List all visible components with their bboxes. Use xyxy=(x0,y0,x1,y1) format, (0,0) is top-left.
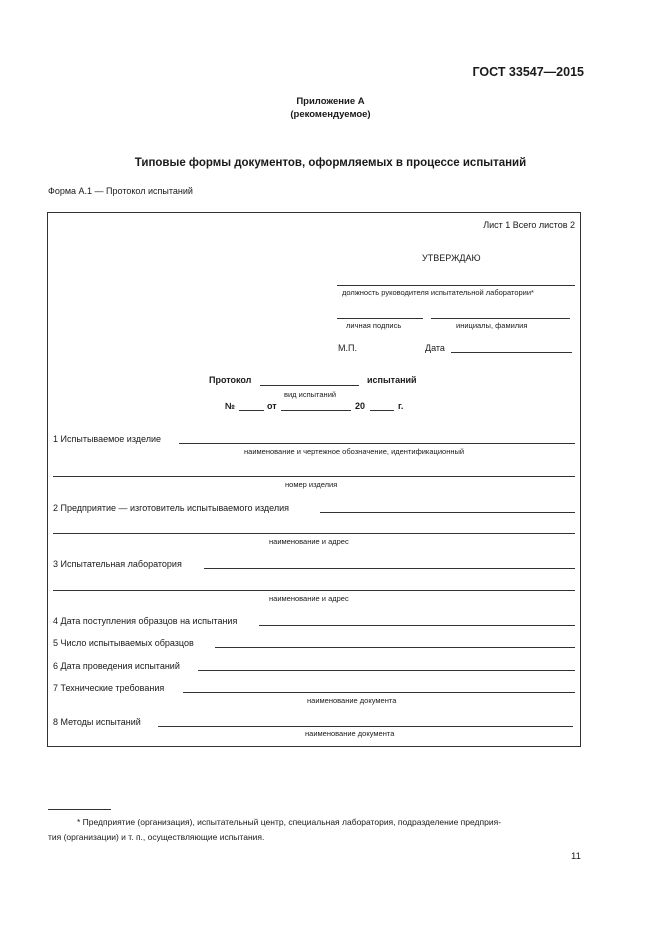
item-8-label: 8 Методы испытаний xyxy=(53,717,141,727)
item-8-line xyxy=(158,726,573,727)
item-1-caption-2: номер изделия xyxy=(285,480,338,489)
footnote-line-1: * Предприятие (организация), испытательный центр, специальная лаборатория, подразделение предприя- xyxy=(77,817,502,827)
protocol-date-line xyxy=(281,410,351,411)
item-1-line-2 xyxy=(53,476,575,477)
signature-caption: личная подпись xyxy=(346,321,402,330)
date-label: Дата xyxy=(425,343,445,353)
approve-label: УТВЕРЖДАЮ xyxy=(422,253,481,263)
item-2-caption: наименование и адрес xyxy=(269,537,349,546)
item-8-caption: наименование документа xyxy=(305,729,395,738)
year-label: 20 xyxy=(355,401,366,411)
footnote-line-2: тия (организации) и т. п., осуществляющие испытания. xyxy=(48,832,265,842)
item-6-label: 6 Дата проведения испытаний xyxy=(53,661,180,671)
item-5-line xyxy=(215,647,575,648)
position-caption: должность руководителя испытательной лаборатории* xyxy=(342,288,534,297)
year-suffix: г. xyxy=(398,401,404,411)
date-line xyxy=(451,352,572,353)
item-3-caption: наименование и адрес xyxy=(269,594,349,603)
item-3-label: 3 Испытательная лаборатория xyxy=(53,559,182,569)
from-label: от xyxy=(267,401,277,411)
annex-title: Приложение А xyxy=(296,96,365,107)
protocol-number-line xyxy=(239,410,264,411)
protocol-form-frame xyxy=(47,212,581,747)
item-4-label: 4 Дата поступления образцов на испытания xyxy=(53,616,238,626)
position-line xyxy=(337,285,575,286)
test-type-line xyxy=(260,385,359,386)
annex-subtitle: (рекомендуемое) xyxy=(290,109,371,120)
standard-number: ГОСТ 33547—2015 xyxy=(472,65,584,79)
item-3-line xyxy=(204,568,575,569)
signature-line xyxy=(337,318,423,319)
sheet-count: Лист 1 Всего листов 2 xyxy=(483,220,575,230)
item-4-line xyxy=(259,625,575,626)
test-type-caption: вид испытаний xyxy=(284,390,337,399)
item-2-label: 2 Предприятие — изготовитель испытываемого изделия xyxy=(53,503,290,513)
footnote-separator xyxy=(48,809,111,810)
protocol-number-label: № xyxy=(225,401,236,411)
item-2-line-2 xyxy=(53,533,575,534)
item-1-line xyxy=(179,443,575,444)
initials-line xyxy=(431,318,570,319)
protocol-word: Протокол xyxy=(209,375,252,385)
document-title: Типовые формы документов, оформляемых в процессе испытаний xyxy=(134,157,527,169)
item-5-label: 5 Число испытываемых образцов xyxy=(53,638,194,648)
item-7-caption: наименование документа xyxy=(307,696,397,705)
item-2-line xyxy=(320,512,575,513)
year-line xyxy=(370,410,394,411)
item-7-line xyxy=(183,692,575,693)
item-6-line xyxy=(198,670,575,671)
tests-word: испытаний xyxy=(367,375,417,385)
item-3-line-2 xyxy=(53,590,575,591)
initials-caption: инициалы, фамилия xyxy=(456,321,528,330)
form-label: Форма А.1 — Протокол испытаний xyxy=(48,186,193,196)
item-1-label: 1 Испытываемое изделие xyxy=(53,434,161,444)
stamp-label: М.П. xyxy=(338,343,357,353)
item-7-label: 7 Технические требования xyxy=(53,683,165,693)
page-number: 11 xyxy=(571,851,581,862)
item-1-caption: наименование и чертежное обозначение, идентификационный xyxy=(244,447,465,456)
